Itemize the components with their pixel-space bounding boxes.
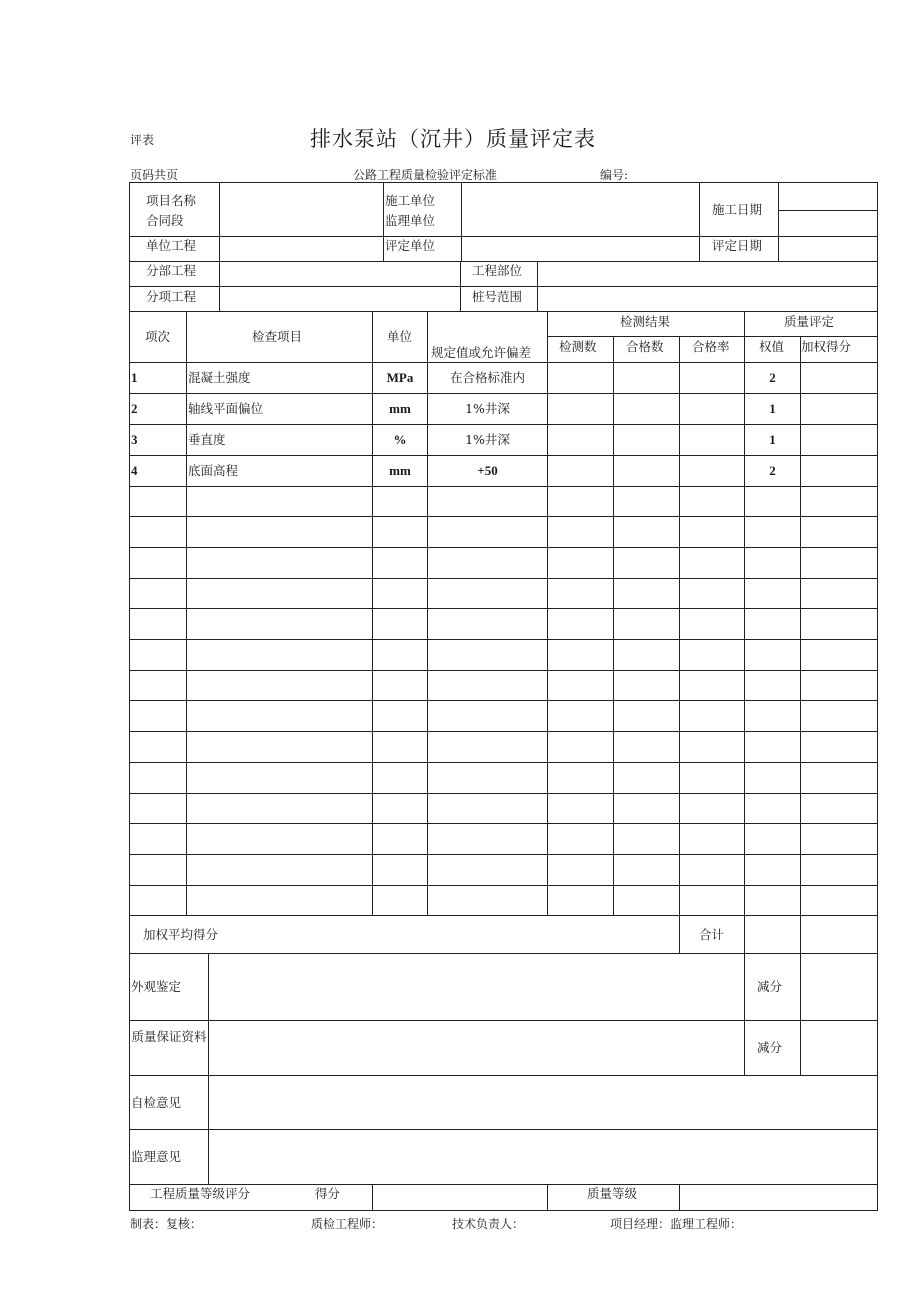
footer-tech-lead: 技术负责人：: [452, 1217, 525, 1231]
score-label: 得分: [315, 1186, 341, 1201]
row-item: 混凝土强度: [188, 370, 251, 385]
deduction-label-2: 减分: [757, 1040, 783, 1055]
row-weight: 2: [769, 370, 776, 385]
contract-section-label: 合同段: [146, 213, 184, 228]
row-no: 1: [131, 370, 138, 385]
row-item: 底面高程: [188, 463, 239, 478]
construction-date-label: 施工日期: [712, 202, 763, 217]
row-unit: MPa: [386, 370, 414, 385]
col-weighted-score-header: 加权得分: [801, 339, 852, 354]
subitem-project-label: 分项工程: [146, 289, 197, 304]
construction-unit-label: 施工单位: [385, 193, 436, 208]
footer-maker: 制表：复核：: [130, 1217, 203, 1231]
col-measured-header: 检测数: [559, 339, 597, 354]
col-quality-header: 质量评定: [784, 314, 835, 329]
appearance-label: 外观鉴定: [131, 979, 182, 994]
row-no: 2: [131, 401, 138, 416]
standard-reference: 公路工程质量检验评定标准: [353, 168, 498, 182]
row-unit: %: [393, 432, 407, 447]
row-item: 垂直度: [188, 432, 226, 447]
page-title: 排水泵站（沉井）质量评定表: [310, 127, 596, 151]
col-qualified-header: 合格数: [626, 339, 664, 354]
col-results-header: 检测结果: [620, 314, 671, 329]
row-weight: 2: [769, 463, 776, 478]
col-unit-header: 单位: [387, 329, 413, 344]
grade-eval-label: 工程质量等级评分: [150, 1186, 251, 1201]
row-item: 轴线平面偏位: [188, 401, 264, 416]
deduction-label-1: 减分: [757, 979, 783, 994]
row-tolerance: 1%井深: [465, 432, 510, 447]
row-unit: mm: [389, 401, 411, 416]
division-project-label: 分部工程: [146, 263, 197, 278]
col-weight-header: 权值: [759, 339, 785, 354]
footer-manager: 项目经理：监理工程师：: [610, 1217, 743, 1231]
total-label: 合计: [699, 927, 725, 942]
evaluation-unit-label: 评定单位: [385, 238, 436, 253]
unit-project-label: 单位工程: [146, 238, 197, 253]
pile-range-label: 桩号范围: [472, 289, 523, 304]
quality-grade-label: 质量等级: [587, 1186, 638, 1201]
weighted-average-label: 加权平均得分: [143, 927, 219, 942]
row-tolerance: +50: [477, 463, 498, 478]
form-prefix: 评表: [130, 133, 155, 147]
project-location-label: 工程部位: [472, 263, 523, 278]
self-check-label: 自检意见: [131, 1095, 182, 1110]
row-weight: 1: [769, 432, 776, 447]
project-name-label: 项目名称: [146, 193, 197, 208]
row-no: 4: [131, 463, 138, 478]
row-tolerance: 1%井深: [465, 401, 510, 416]
footer-inspector: 质检工程师：: [311, 1217, 384, 1231]
row-tolerance: 在合格标准内: [449, 370, 525, 385]
page-note: 页码共页: [130, 168, 179, 182]
row-unit: mm: [389, 463, 411, 478]
evaluation-date-label: 评定日期: [712, 238, 763, 253]
number-label: 编号:: [600, 168, 629, 182]
col-tolerance-header: 规定值或允许偏差: [431, 345, 532, 360]
supervision-opinion-label: 监理意见: [131, 1149, 182, 1164]
col-passrate-header: 合格率: [692, 339, 730, 354]
quality-docs-label: 质量保证资料: [131, 1029, 207, 1044]
row-weight: 1: [769, 401, 776, 416]
col-item-header: 检查项目: [252, 329, 303, 344]
supervision-unit-label: 监理单位: [385, 213, 436, 228]
row-no: 3: [131, 432, 138, 447]
col-seq-header: 项次: [145, 329, 171, 344]
